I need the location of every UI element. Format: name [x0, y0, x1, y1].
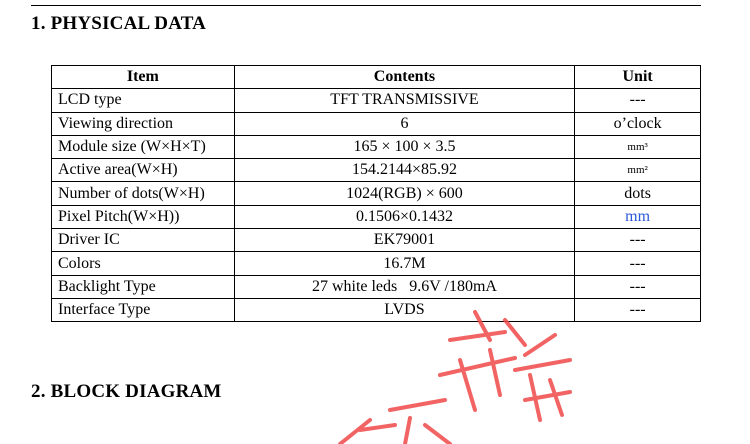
- table-row: [52, 275, 701, 298]
- table-header-row: [52, 66, 701, 89]
- cell-contents: 0.1506×0.1432: [234, 205, 575, 228]
- physical-data-table: [51, 65, 701, 322]
- cell-contents: 165 × 100 × 3.5: [234, 135, 575, 158]
- cell-unit: o’clock: [575, 112, 701, 135]
- cell-contents: 1024(RGB) × 600: [234, 182, 575, 205]
- table-row: [52, 252, 701, 275]
- table-row: [52, 89, 701, 112]
- table-row: [52, 112, 701, 135]
- cell-item: Pixel Pitch(W×H)): [52, 205, 235, 228]
- cell-unit: mm: [575, 205, 701, 228]
- cell-unit: ---: [575, 275, 701, 298]
- cell-item: Module size (W×H×T): [52, 135, 235, 158]
- cell-unit: ---: [575, 229, 701, 252]
- cell-item: Interface Type: [52, 298, 235, 321]
- cell-contents: 27 white leds 9.6V /180mA: [234, 275, 575, 298]
- header-item: Item: [52, 66, 235, 89]
- cell-item: Colors: [52, 252, 235, 275]
- cell-unit: dots: [575, 182, 701, 205]
- header-unit: Unit: [575, 66, 701, 89]
- cell-item: Active area(W×H): [52, 159, 235, 182]
- cell-item: Number of dots(W×H): [52, 182, 235, 205]
- section-heading-physical-data: 1. PHYSICAL DATA: [31, 13, 207, 34]
- cell-contents: 6: [234, 112, 575, 135]
- table-row: [52, 182, 701, 205]
- cell-unit: ---: [575, 252, 701, 275]
- header-contents: Contents: [234, 66, 575, 89]
- cell-item: Driver IC: [52, 229, 235, 252]
- table-row: [52, 159, 701, 182]
- cell-contents: TFT TRANSMISSIVE: [234, 89, 575, 112]
- cell-item: Backlight Type: [52, 275, 235, 298]
- table-row: [52, 135, 701, 158]
- cell-unit: mm²: [575, 159, 701, 182]
- cell-unit: ---: [575, 298, 701, 321]
- cell-item: LCD type: [52, 89, 235, 112]
- table-row: [52, 229, 701, 252]
- section-heading-block-diagram: 2. BLOCK DIAGRAM: [31, 381, 222, 402]
- table-row: [52, 205, 701, 228]
- cell-contents: LVDS: [234, 298, 575, 321]
- cell-item: Viewing direction: [52, 112, 235, 135]
- table-row: [52, 298, 701, 321]
- cell-contents: 16.7M: [234, 252, 575, 275]
- cell-unit: ---: [575, 89, 701, 112]
- cell-unit: mm³: [575, 135, 701, 158]
- top-rule: [31, 5, 701, 6]
- cell-contents: 154.2144×85.92: [234, 159, 575, 182]
- cell-contents: EK79001: [234, 229, 575, 252]
